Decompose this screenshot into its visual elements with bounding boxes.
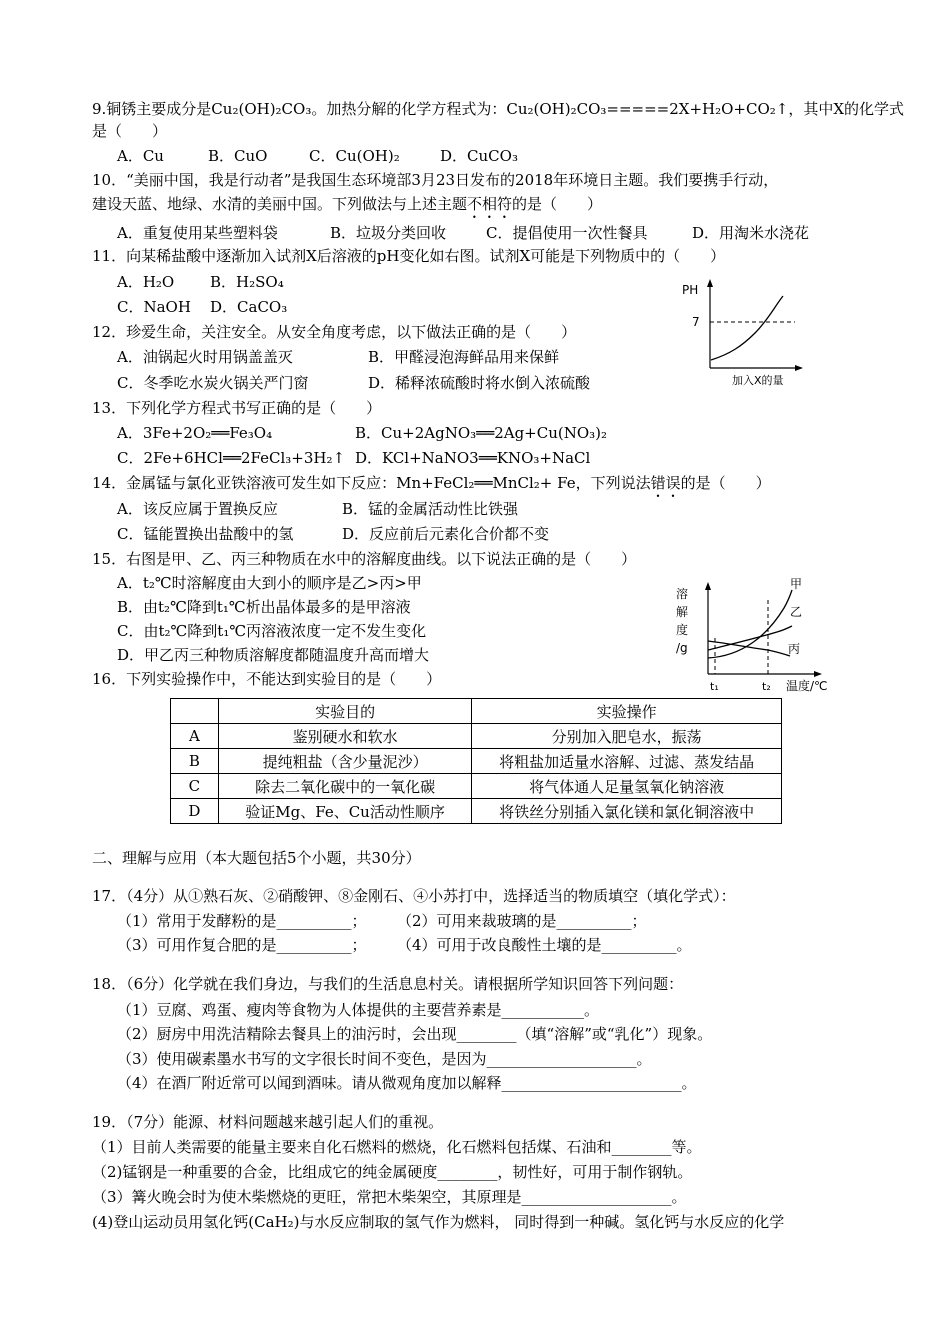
q10-option-b: B．垃圾分类回收 bbox=[330, 224, 447, 242]
q10-emphasis: 不相符 bbox=[467, 195, 513, 213]
q14-option-b: B．锰的金属活动性比铁强 bbox=[342, 500, 519, 518]
q9-stem-cont: 是（ ） bbox=[92, 122, 168, 140]
q17-blank-1: （1）常用于发酵粉的是__________； bbox=[117, 912, 367, 930]
table-cell: 分别加入肥皂水，振荡 bbox=[472, 724, 782, 749]
label-jia: 甲 bbox=[790, 578, 803, 591]
q9-option-b: B．CuO bbox=[208, 147, 268, 165]
q10-stem: 10．“美丽中国，我是行动者”是我国生态环境部3月23日发布的2018年环境日主题。我们要携手行动， bbox=[92, 171, 779, 189]
table-cell: B bbox=[171, 749, 219, 774]
table-row bbox=[171, 749, 782, 774]
q19-line-1: （1）目前人类需要的能量主要来自化石燃料的燃烧，化石燃料包括煤、石油和________等。 bbox=[92, 1138, 702, 1156]
q18-line-3: （3）使用碳素墨水书写的文字很长时间不变色，是因为____________________。 bbox=[117, 1050, 652, 1068]
q19-line-3: （3）篝火晚会时为使木柴燃烧的更旺，常把木柴架空，其原理是____________________。 bbox=[92, 1188, 687, 1206]
q16-table bbox=[170, 698, 782, 824]
q12-stem: 12．珍爱生命，关注安全。从安全角度考虑，以下做法正确的是（ ） bbox=[92, 323, 577, 341]
q17-blank-3: （3）可用作复合肥的是__________； bbox=[117, 936, 367, 954]
q14-stem-part-b: 的是（ ） bbox=[680, 474, 771, 492]
q14-option-d: D．反应前后元素化合价都不变 bbox=[342, 525, 550, 543]
table-cell: 将粗盐加适量水溶解、过滤、蒸发结晶 bbox=[472, 749, 782, 774]
section2-heading: 二、理解与应用（本大题包括5个小题，共30分） bbox=[92, 849, 421, 867]
q14-stem bbox=[92, 473, 771, 501]
table-cell: C bbox=[171, 774, 219, 799]
q11-option-b: B．H₂SO₄ bbox=[210, 273, 284, 291]
ph-curve-figure bbox=[680, 276, 805, 390]
ph-ref-label: 7 bbox=[692, 315, 700, 329]
sol-ylabel-2: 解 bbox=[676, 605, 689, 619]
q15-option-b: B．由t₂℃降到t₁℃析出晶体最多的是甲溶液 bbox=[117, 598, 411, 616]
table-header-cell: 实验目的 bbox=[218, 699, 472, 724]
ph-ylabel: PH bbox=[682, 283, 699, 297]
curve-bing bbox=[708, 641, 790, 656]
q19-line-4: (4)登山运动员用氢化钙(CaH₂)与水反应制取的氢气作为燃料， 同时得到一种碱。氢化钙与水反应的化学 bbox=[92, 1213, 785, 1231]
q10-stem-cont bbox=[92, 194, 602, 222]
solubility-curve-figure bbox=[672, 578, 850, 696]
table-cell: 验证Mg、Fe、Cu活动性顺序 bbox=[218, 799, 472, 824]
q12-option-d: D．稀释浓硫酸时将水倒入浓硫酸 bbox=[368, 374, 591, 392]
q9-option-a: A．Cu bbox=[117, 147, 164, 165]
table-row bbox=[171, 774, 782, 799]
table-row bbox=[171, 724, 782, 749]
table-header-row bbox=[171, 699, 782, 724]
q11-stem: 11．向某稀盐酸中逐渐加入试剂X后溶液的pH变化如右图。试剂X可能是下列物质中的（ ） bbox=[92, 247, 726, 265]
q16-stem: 16．下列实验操作中，不能达到实验目的是（ ） bbox=[92, 670, 442, 688]
q13-option-b: B．Cu+2AgNO₃══2Ag+Cu(NO₃)₂ bbox=[355, 424, 608, 442]
table-row bbox=[171, 799, 782, 824]
q18-stem: 18．（6分）化学就在我们身边，与我们的生活息息村关。请根据所学知识回答下列问题： bbox=[92, 975, 684, 993]
q10-option-d: D．用淘米水浇花 bbox=[692, 224, 810, 242]
q17-stem: 17．（4分）从①熟石灰、②硝酸钾、⑧金刚石、④小苏打中，选择适当的物质填空（填化学式）： bbox=[92, 887, 736, 905]
sol-y-arrow bbox=[705, 582, 711, 590]
table-cell: 将气体通人足量氢氧化钠溶液 bbox=[472, 774, 782, 799]
table-cell: 除去二氧化碳中的一氧化碳 bbox=[218, 774, 472, 799]
q17-blank-2: （2）可用来裁玻璃的是__________； bbox=[397, 912, 647, 930]
q14-option-a: A．该反应属于置换反应 bbox=[117, 500, 278, 518]
label-bing: 丙 bbox=[788, 642, 801, 656]
q10-option-c: C．提倡使用一次性餐具 bbox=[486, 224, 648, 242]
q10-stem-part-b: 的是（ ） bbox=[512, 195, 603, 213]
q13-option-c: C．2Fe+6HCl══2FeCl₃+3H₂↑ bbox=[117, 449, 346, 467]
q10-option-a: A．重复使用某些塑料袋 bbox=[117, 224, 278, 242]
sol-x-arrow bbox=[814, 671, 822, 677]
q12-option-c: C．冬季吃水炭火锅关严门窗 bbox=[117, 374, 309, 392]
curve-yi bbox=[708, 626, 792, 650]
q18-line-4: （4）在酒厂附近常可以闻到酒味。请从微观角度加以解释________________________。 bbox=[117, 1074, 697, 1092]
table-header-cell bbox=[171, 699, 219, 724]
q9-stem: 9.铜锈主要成分是Cu₂(OH)₂CO₃。加热分解的化学方程式为：Cu₂(OH)₂CO₃=====2X+H₂O+CO₂↑，其中X的化学式 bbox=[92, 100, 905, 118]
sol-ylabel-4: /g bbox=[676, 641, 688, 655]
ph-y-arrow bbox=[707, 279, 713, 287]
q14-option-c: C．锰能置换出盐酸中的氢 bbox=[117, 525, 294, 543]
q11-option-a: A．H₂O bbox=[117, 273, 175, 291]
ph-curve bbox=[711, 296, 783, 360]
q9-option-d: D．CuCO₃ bbox=[440, 147, 518, 165]
q18-line-1: （1）豆腐、鸡蛋、瘦肉等食物为人体提供的主要营养素是___________。 bbox=[117, 1001, 600, 1019]
label-yi: 乙 bbox=[790, 605, 803, 619]
sol-xlabel: 温度/℃ bbox=[786, 679, 828, 693]
ph-xlabel: 加入X的量 bbox=[732, 374, 784, 387]
q15-option-a: A．t₂℃时溶解度由大到小的顺序是乙>丙>甲 bbox=[117, 574, 422, 592]
q15-option-d: D．甲乙丙三种物质溶解度都随温度升高而增大 bbox=[117, 646, 430, 664]
ph-x-arrow bbox=[795, 365, 803, 371]
q14-emphasis: 错误 bbox=[650, 474, 681, 492]
q10-stem-part-a: 建设天蓝、地绿、水清的美丽中国。下列做法与上述主题 bbox=[92, 195, 468, 213]
sol-ylabel-3: 度 bbox=[676, 623, 689, 637]
label-t1: t₁ bbox=[710, 680, 719, 693]
q9-option-c: C．Cu(OH)₂ bbox=[309, 147, 400, 165]
q11-option-d: D．CaCO₃ bbox=[210, 298, 288, 316]
q11-option-c: C．NaOH bbox=[117, 298, 191, 316]
q17-blank-4: （4）可用于改良酸性土壤的是__________。 bbox=[397, 936, 692, 954]
q15-stem: 15．右图是甲、乙、丙三种物质在水中的溶解度曲线。以下说法正确的是（ ） bbox=[92, 550, 637, 568]
label-t2: t₂ bbox=[762, 680, 771, 693]
q13-option-a: A．3Fe+2O₂══Fe₃O₄ bbox=[117, 424, 273, 442]
table-cell: D bbox=[171, 799, 219, 824]
table-cell: 将铁丝分别插入氯化镁和氯化铜溶液中 bbox=[472, 799, 782, 824]
q14-stem-part-a: 14．金属锰与氯化亚铁溶液可发生如下反应：Mn+FeCl₂══MnCl₂+ Fe，下列说法 bbox=[92, 474, 651, 492]
q15-option-c: C．由t₂℃降到t₁℃丙溶液浓度一定不发生变化 bbox=[117, 622, 427, 640]
table-cell: 提纯粗盐（含少量泥沙） bbox=[218, 749, 472, 774]
table-header-cell: 实验操作 bbox=[472, 699, 782, 724]
q18-line-2: （2）厨房中用洗洁精除去餐具上的油污时，会出现________（填“溶解”或“乳化”）现象。 bbox=[117, 1025, 713, 1043]
q12-option-a: A．油锅起火时用锅盖盖灭 bbox=[117, 348, 293, 366]
q19-stem: 19．（7分）能源、材料问题越来越引起人们的重视。 bbox=[92, 1113, 444, 1131]
q13-option-d: D．KCl+NaNO3══KNO₃+NaCl bbox=[355, 449, 591, 467]
q12-option-b: B．甲醛浸泡海鲜品用来保鲜 bbox=[368, 348, 560, 366]
table-cell: A bbox=[171, 724, 219, 749]
q19-line-2: （2)锰钢是一种重要的合金，比组成它的纯金属硬度________，韧性好，可用于制作钢轨。 bbox=[92, 1163, 693, 1181]
table-cell: 鉴别硬水和软水 bbox=[218, 724, 472, 749]
sol-ylabel-1: 溶 bbox=[676, 587, 689, 601]
q13-stem: 13．下列化学方程式书写正确的是（ ） bbox=[92, 399, 382, 417]
